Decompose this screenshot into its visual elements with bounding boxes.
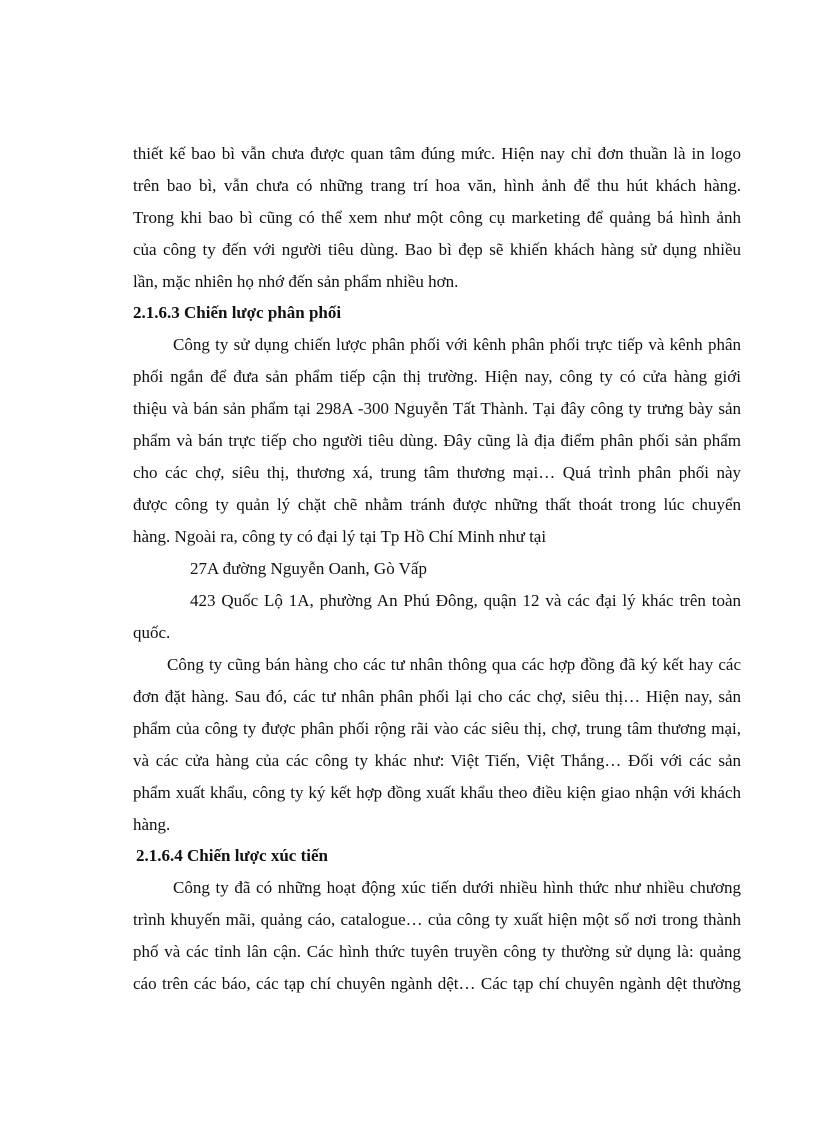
paragraph-line: phẩm của công ty được phân phối rộng rãi vào các siêu thị, chợ, trung tâm thương mại,: [133, 719, 741, 738]
address-line: quốc.: [133, 623, 171, 642]
paragraph-line: Công ty sử dụng chiến lược phân phối với kênh phân phối trực tiếp và kênh phân: [173, 335, 741, 354]
paragraph-line: hàng. Ngoài ra, công ty có đại lý tại Tp Hồ Chí Minh như tại: [133, 527, 547, 546]
paragraph-line: hàng.: [133, 815, 171, 834]
paragraph-line: và các cửa hàng của các công ty khác như: Việt Tiến, Việt Thắng… Đối với các sản: [133, 751, 741, 770]
paragraph-line: phẩm xuất khẩu, công ty ký kết hợp đồng xuất khẩu theo điều kiện giao nhận với khách: [133, 783, 741, 802]
section-heading: 2.1.6.4 Chiến lược xúc tiến: [136, 846, 328, 865]
paragraph-line: được công ty quản lý chặt chẽ nhằm tránh được những thất thoát trong lúc chuyển: [133, 495, 741, 514]
paragraph-line: phối ngắn để đưa sản phẩm tiếp cận thị trường. Hiện nay, công ty có cửa hàng giới: [133, 367, 741, 386]
paragraph-line: trên bao bì, vẫn chưa có những trang trí hoa văn, hình ảnh để thu hút khách hàng.: [133, 176, 741, 195]
paragraph-line: của công ty đến với người tiêu dùng. Bao bì đẹp sẽ khiến khách hàng sử dụng nhiều: [133, 240, 741, 259]
paragraph-line: Công ty đã có những hoạt động xúc tiến dưới nhiều hình thức như nhiều chương: [173, 878, 741, 897]
paragraph-line: lần, mặc nhiên họ nhớ đến sản phẩm nhiều hơn.: [133, 272, 459, 291]
section-heading: 2.1.6.3 Chiến lược phân phối: [133, 303, 342, 322]
paragraph-line: đơn đặt hàng. Sau đó, các tư nhân phân phối lại cho các chợ, siêu thị… Hiện nay, sản: [133, 687, 741, 706]
paragraph-line: Trong khi bao bì cũng có thể xem như một công cụ marketing để quảng bá hình ảnh: [133, 208, 741, 227]
address-line: 27A đường Nguyễn Oanh, Gò Vấp: [190, 559, 427, 578]
address-line: 423 Quốc Lộ 1A, phường An Phú Đông, quận 12 và các đại lý khác trên toàn: [190, 591, 741, 610]
paragraph-line: thiết kế bao bì vẫn chưa được quan tâm đúng mức. Hiện nay chỉ đơn thuần là in logo: [133, 144, 741, 163]
paragraph-line: trình khuyến mãi, quảng cáo, catalogue… của công ty xuất hiện một số nơi trong thành: [133, 910, 741, 929]
paragraph-line: thiệu và bán sản phẩm tại 298A -300 Nguyễn Tất Thành. Tại đây công ty trưng bày sản: [133, 399, 741, 418]
paragraph-line: cáo trên các báo, các tạp chí chuyên ngành dệt… Các tạp chí chuyên ngành dệt thường: [133, 974, 741, 993]
paragraph-line: phẩm và bán trực tiếp cho người tiêu dùng. Đây cũng là địa điểm phân phối sản phẩm: [133, 431, 741, 450]
paragraph-line: cho các chợ, siêu thị, thương xá, trung tâm thương mại… Quá trình phân phối này: [133, 463, 741, 482]
paragraph-line: Công ty cũng bán hàng cho các tư nhân thông qua các hợp đồng đã ký kết hay các: [167, 655, 741, 674]
paragraph-line: phố và các tỉnh lân cận. Các hình thức tuyên truyền công ty thường sử dụng là: quảng: [133, 942, 741, 961]
